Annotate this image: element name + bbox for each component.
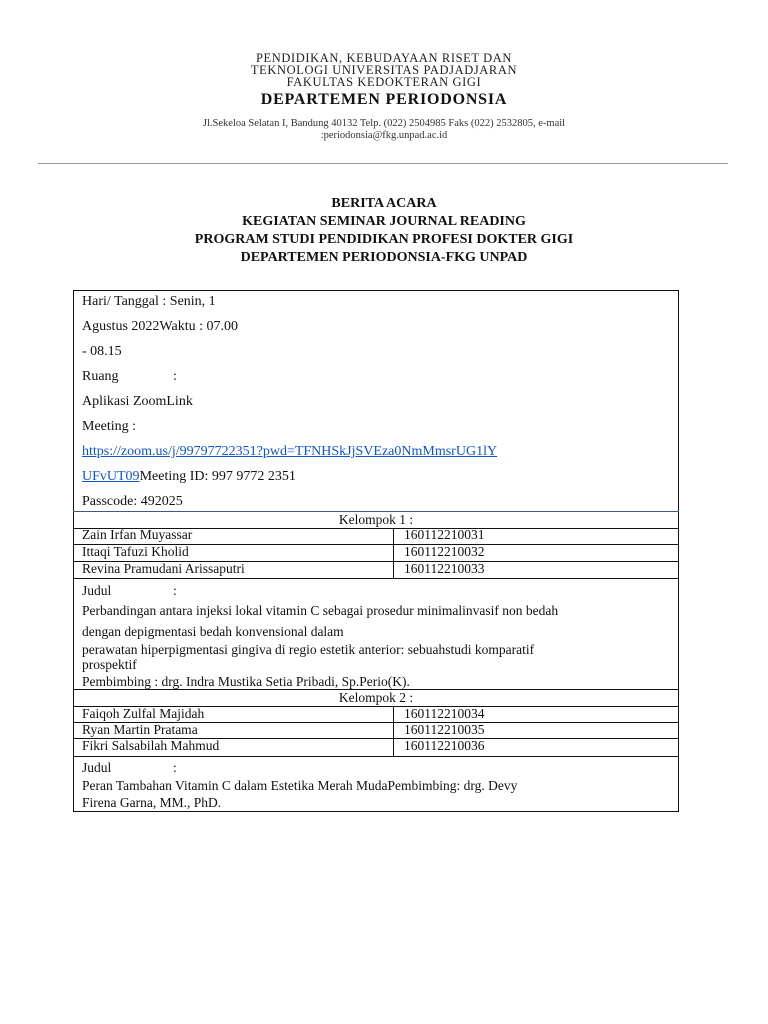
address-line-1: Jl.Sekeloa Selatan I, Bandung 40132 Telp. (022) 2504985 Faks (022) 2532805, e-mail	[202, 118, 566, 129]
divider	[73, 578, 679, 579]
judul-label: Judul	[82, 760, 112, 775]
info-application: Aplikasi ZoomLink	[82, 394, 193, 409]
member-npm: 160112210034	[404, 706, 485, 721]
judul-colon: :	[173, 583, 177, 598]
title-program-studi: PROGRAM STUDI PENDIDIKAN PROFESI DOKTER GIGI	[194, 232, 574, 247]
judul-text-line-3: perawatan hiperpigmentasi gingiva di regio estetik anterior: sebuahstudi komparatif	[82, 642, 535, 657]
judul-text-line-2: Firena Garna, MM., PhD.	[82, 795, 222, 810]
judul-label: Judul	[82, 583, 112, 598]
zoom-link[interactable]	[82, 444, 497, 460]
letterhead-line-1: PENDIDIKAN, KEBUDAYAAN RISET DAN	[255, 51, 512, 65]
department-name: DEPARTEMEN PERIODONSIA	[260, 91, 508, 108]
meeting-id: Meeting ID: 997 9772 2351	[139, 469, 296, 484]
info-time-line: Agustus 2022Waktu : 07.00	[82, 319, 238, 334]
letterhead-divider	[38, 163, 728, 164]
group-1-header: Kelompok 1 :	[338, 512, 414, 527]
letterhead-line-2: TEKNOLOGI UNIVERSITAS PADJADJARAN	[250, 63, 518, 77]
document-titles	[0, 195, 768, 267]
info-time-end: - 08.15	[82, 344, 122, 359]
title-kegiatan: KEGIATAN SEMINAR JOURNAL READING	[242, 214, 526, 229]
member-name: Ittaqi Tafuzi Kholid	[82, 544, 189, 559]
column-divider	[393, 528, 394, 578]
zoom-link-text-continued[interactable]: UFvUT09	[82, 469, 140, 484]
group-2-header: Kelompok 2 :	[338, 690, 414, 705]
member-name: Zain Irfan Muyassar	[82, 527, 193, 542]
zoom-link-continued[interactable]	[82, 469, 296, 485]
info-ruang-label: Ruang	[82, 369, 119, 384]
info-date-line: Hari/ Tanggal : Senin, 1	[82, 294, 216, 309]
column-divider	[393, 706, 394, 756]
member-npm: 160112210036	[404, 738, 485, 753]
divider	[73, 756, 679, 757]
judul-colon: :	[173, 760, 177, 775]
title-departemen: DEPARTEMEN PERIODONSIA-FKG UNPAD	[240, 250, 528, 265]
letterhead	[0, 52, 768, 142]
zoom-link-text[interactable]: https://zoom.us/j/99797722351?pwd=TFNHSkJjSVEza0NmMmsrUG1lY	[82, 444, 498, 459]
member-npm: 160112210035	[404, 722, 485, 737]
pembimbing-line: Pembimbing : drg. Indra Mustika Setia Pribadi, Sp.Perio(K).	[82, 674, 410, 689]
judul-text-line-2: dengan depigmentasi bedah konvensional dalam	[82, 624, 344, 639]
member-npm: 160112210032	[404, 544, 485, 559]
title-berita-acara: BERITA ACARA	[331, 196, 437, 211]
address-line-2: :periodonsia@fkg.unpad.ac.id	[320, 130, 448, 141]
member-npm: 160112210033	[404, 561, 485, 576]
member-name: Faiqoh Zulfal Majidah	[82, 706, 205, 721]
letterhead-line-3: FAKULTAS KEDOKTERAN GIGI	[286, 75, 482, 89]
member-name: Fikri Salsabilah Mahmud	[82, 738, 220, 753]
judul-text-line-4: prospektif	[82, 657, 137, 672]
judul-text-line-1: Perbandingan antara injeksi lokal vitamin C sebagai prosedur minimalinvasif non bedah	[82, 603, 559, 618]
info-ruang-colon: :	[173, 369, 177, 384]
member-name: Ryan Martin Pratama	[82, 722, 198, 737]
judul-text-line-1: Peran Tambahan Vitamin C dalam Estetika Merah MudaPembimbing: drg. Devy	[82, 778, 518, 793]
passcode: Passcode: 492025	[82, 494, 183, 509]
member-name: Revina Pramudani Arissaputri	[82, 561, 245, 576]
member-npm: 160112210031	[404, 527, 485, 542]
info-meeting-label: Meeting :	[82, 419, 137, 434]
